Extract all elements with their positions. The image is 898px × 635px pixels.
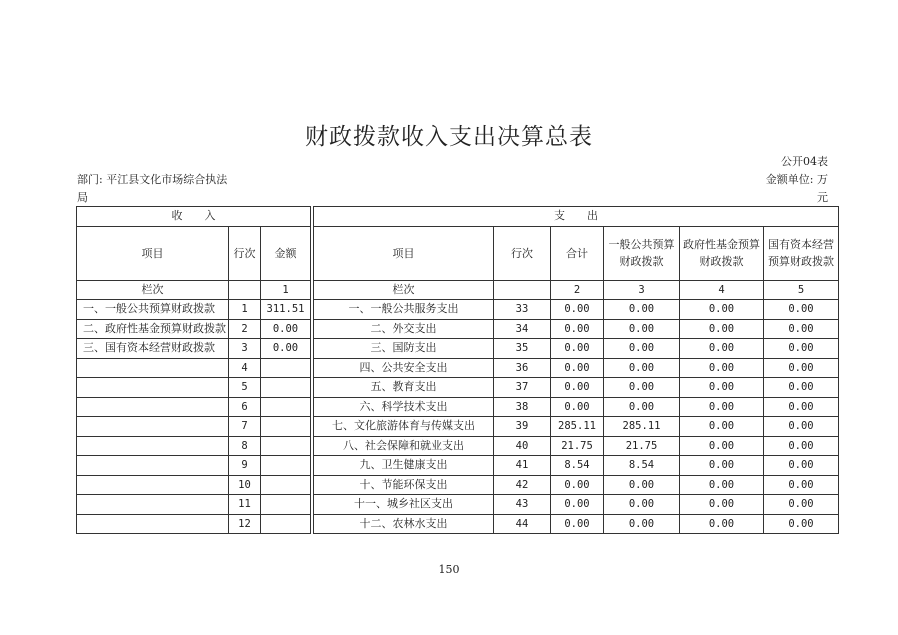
table-row <box>77 378 839 398</box>
expense-row-no-cell: 42 <box>494 475 551 495</box>
header-fund-budget: 政府性基金预算财政拨款 <box>680 226 764 280</box>
state-capital-cell: 0.00 <box>764 319 839 339</box>
header-total: 合计 <box>551 226 604 280</box>
fund-budget-cell: 0.00 <box>680 358 764 378</box>
general-budget-cell: 0.00 <box>604 495 680 515</box>
page-title: 财政拨款收入支出决算总表 <box>305 124 593 150</box>
fund-budget-cell: 0.00 <box>680 378 764 398</box>
section-header-row <box>77 207 839 227</box>
state-capital-cell: 0.00 <box>764 358 839 378</box>
expense-item-cell: 八、社会保障和就业支出 <box>314 436 494 456</box>
general-budget-cell: 0.00 <box>604 514 680 534</box>
income-item-cell: 二、政府性基金预算财政拨款 <box>77 319 229 339</box>
expense-row-no-cell: 36 <box>494 358 551 378</box>
income-item-cell <box>77 397 229 417</box>
income-amount-cell: 0.00 <box>261 319 311 339</box>
table-row <box>77 417 839 437</box>
col-number-5: 5 <box>764 280 839 300</box>
income-row-no-cell: 4 <box>229 358 261 378</box>
expense-item-cell: 九、卫生健康支出 <box>314 456 494 476</box>
income-amount-cell <box>261 495 311 515</box>
income-row-no-cell: 2 <box>229 319 261 339</box>
income-section-header: 收 入 <box>77 207 311 227</box>
general-budget-cell: 0.00 <box>604 475 680 495</box>
fund-budget-cell: 0.00 <box>680 475 764 495</box>
expense-row-no-cell: 38 <box>494 397 551 417</box>
col-number-2: 2 <box>551 280 604 300</box>
income-item-cell <box>77 378 229 398</box>
fund-budget-cell: 0.00 <box>680 514 764 534</box>
state-capital-cell: 0.00 <box>764 514 839 534</box>
income-amount-cell <box>261 475 311 495</box>
total-cell: 21.75 <box>551 436 604 456</box>
expense-item-cell: 十、节能环保支出 <box>314 475 494 495</box>
income-item-cell <box>77 514 229 534</box>
expense-row-no-cell: 34 <box>494 319 551 339</box>
income-amount-cell <box>261 397 311 417</box>
page-number: 150 <box>438 563 460 576</box>
income-row-no-cell: 12 <box>229 514 261 534</box>
state-capital-cell: 0.00 <box>764 378 839 398</box>
expense-row-no-cell: 37 <box>494 378 551 398</box>
income-amount-cell <box>261 436 311 456</box>
income-item-cell <box>77 417 229 437</box>
fund-budget-cell: 0.00 <box>680 339 764 359</box>
general-budget-cell: 0.00 <box>604 319 680 339</box>
fund-budget-cell: 0.00 <box>680 495 764 515</box>
income-amount-cell <box>261 417 311 437</box>
state-capital-cell: 0.00 <box>764 475 839 495</box>
fund-budget-cell: 0.00 <box>680 436 764 456</box>
table-row <box>77 514 839 534</box>
col-number-1: 1 <box>261 280 311 300</box>
general-budget-cell: 21.75 <box>604 436 680 456</box>
total-cell: 0.00 <box>551 339 604 359</box>
total-cell: 0.00 <box>551 475 604 495</box>
income-amount-cell <box>261 456 311 476</box>
income-row-no-cell: 9 <box>229 456 261 476</box>
expense-item-cell: 七、文化旅游体育与传媒支出 <box>314 417 494 437</box>
total-cell: 0.00 <box>551 514 604 534</box>
col-number-3: 3 <box>604 280 680 300</box>
table-row <box>77 436 839 456</box>
total-cell: 0.00 <box>551 397 604 417</box>
income-item-cell <box>77 358 229 378</box>
column-number-row <box>77 280 839 300</box>
expense-item-cell: 一、一般公共服务支出 <box>314 300 494 320</box>
income-row-no-cell: 3 <box>229 339 261 359</box>
fund-budget-cell: 0.00 <box>680 397 764 417</box>
general-budget-cell: 0.00 <box>604 300 680 320</box>
fund-budget-cell: 0.00 <box>680 300 764 320</box>
state-capital-cell: 0.00 <box>764 300 839 320</box>
table-row <box>77 300 839 320</box>
col-label-income: 栏次 <box>77 280 229 300</box>
table-row <box>77 397 839 417</box>
income-row-no-cell: 7 <box>229 417 261 437</box>
header-general-budget: 一般公共预算财政拨款 <box>604 226 680 280</box>
total-cell: 0.00 <box>551 495 604 515</box>
expense-item-cell: 二、外交支出 <box>314 319 494 339</box>
income-item-cell <box>77 456 229 476</box>
table-row <box>77 456 839 476</box>
table-row <box>77 339 839 359</box>
income-amount-cell: 0.00 <box>261 339 311 359</box>
table-row <box>77 319 839 339</box>
state-capital-cell: 0.00 <box>764 417 839 437</box>
expense-item-cell: 三、国防支出 <box>314 339 494 359</box>
fund-budget-cell: 0.00 <box>680 319 764 339</box>
unit-label: 金额单位: 万元 <box>765 173 828 204</box>
income-amount-cell: 311.51 <box>261 300 311 320</box>
header-item-income: 项目 <box>77 226 229 280</box>
income-amount-cell <box>261 378 311 398</box>
income-row-no-cell: 6 <box>229 397 261 417</box>
form-number: 公开04表 <box>781 155 828 168</box>
header-item-expense: 项目 <box>314 226 494 280</box>
income-item-cell: 三、国有资本经营财政拨款 <box>77 339 229 359</box>
table-row <box>77 475 839 495</box>
total-cell: 8.54 <box>551 456 604 476</box>
table-row <box>77 358 839 378</box>
col-number-4: 4 <box>680 280 764 300</box>
general-budget-cell: 0.00 <box>604 358 680 378</box>
expense-item-cell: 十一、城乡社区支出 <box>314 495 494 515</box>
expense-row-no-cell: 40 <box>494 436 551 456</box>
general-budget-cell: 0.00 <box>604 339 680 359</box>
state-capital-cell: 0.00 <box>764 397 839 417</box>
fund-budget-cell: 0.00 <box>680 456 764 476</box>
income-row-no-cell: 8 <box>229 436 261 456</box>
expense-row-no-cell: 43 <box>494 495 551 515</box>
table-row <box>77 495 839 515</box>
state-capital-cell: 0.00 <box>764 339 839 359</box>
expense-item-cell: 十二、农林水支出 <box>314 514 494 534</box>
expense-row-no-cell: 39 <box>494 417 551 437</box>
expense-item-cell: 六、科学技术支出 <box>314 397 494 417</box>
expense-item-cell: 四、公共安全支出 <box>314 358 494 378</box>
expense-row-no-cell: 44 <box>494 514 551 534</box>
appropriation-summary-table <box>76 206 839 534</box>
income-item-cell <box>77 436 229 456</box>
header-state-capital-budget: 国有资本经营预算财政拨款 <box>764 226 839 280</box>
expense-section-header: 支 出 <box>314 207 839 227</box>
state-capital-cell: 0.00 <box>764 456 839 476</box>
total-cell: 0.00 <box>551 319 604 339</box>
income-row-no-cell: 11 <box>229 495 261 515</box>
state-capital-cell: 0.00 <box>764 495 839 515</box>
expense-row-no-cell: 35 <box>494 339 551 359</box>
income-amount-cell <box>261 514 311 534</box>
income-row-no-cell: 5 <box>229 378 261 398</box>
department-label: 部门: 平江县文化市场综合执法局 <box>77 173 228 204</box>
expense-row-no-cell: 33 <box>494 300 551 320</box>
total-cell: 285.11 <box>551 417 604 437</box>
general-budget-cell: 285.11 <box>604 417 680 437</box>
income-item-cell: 一、一般公共预算财政拨款 <box>77 300 229 320</box>
header-amount: 金额 <box>261 226 311 280</box>
state-capital-cell: 0.00 <box>764 436 839 456</box>
expense-row-no-cell: 41 <box>494 456 551 476</box>
column-header-row <box>77 226 839 280</box>
income-item-cell <box>77 495 229 515</box>
col-label-expense: 栏次 <box>314 280 494 300</box>
general-budget-cell: 8.54 <box>604 456 680 476</box>
general-budget-cell: 0.00 <box>604 378 680 398</box>
fund-budget-cell: 0.00 <box>680 417 764 437</box>
income-row-no-cell: 1 <box>229 300 261 320</box>
income-row-no-cell: 10 <box>229 475 261 495</box>
expense-item-cell: 五、教育支出 <box>314 378 494 398</box>
total-cell: 0.00 <box>551 300 604 320</box>
income-amount-cell <box>261 358 311 378</box>
income-item-cell <box>77 475 229 495</box>
general-budget-cell: 0.00 <box>604 397 680 417</box>
total-cell: 0.00 <box>551 358 604 378</box>
total-cell: 0.00 <box>551 378 604 398</box>
header-row-no-expense: 行次 <box>494 226 551 280</box>
header-row-no-income: 行次 <box>229 226 261 280</box>
